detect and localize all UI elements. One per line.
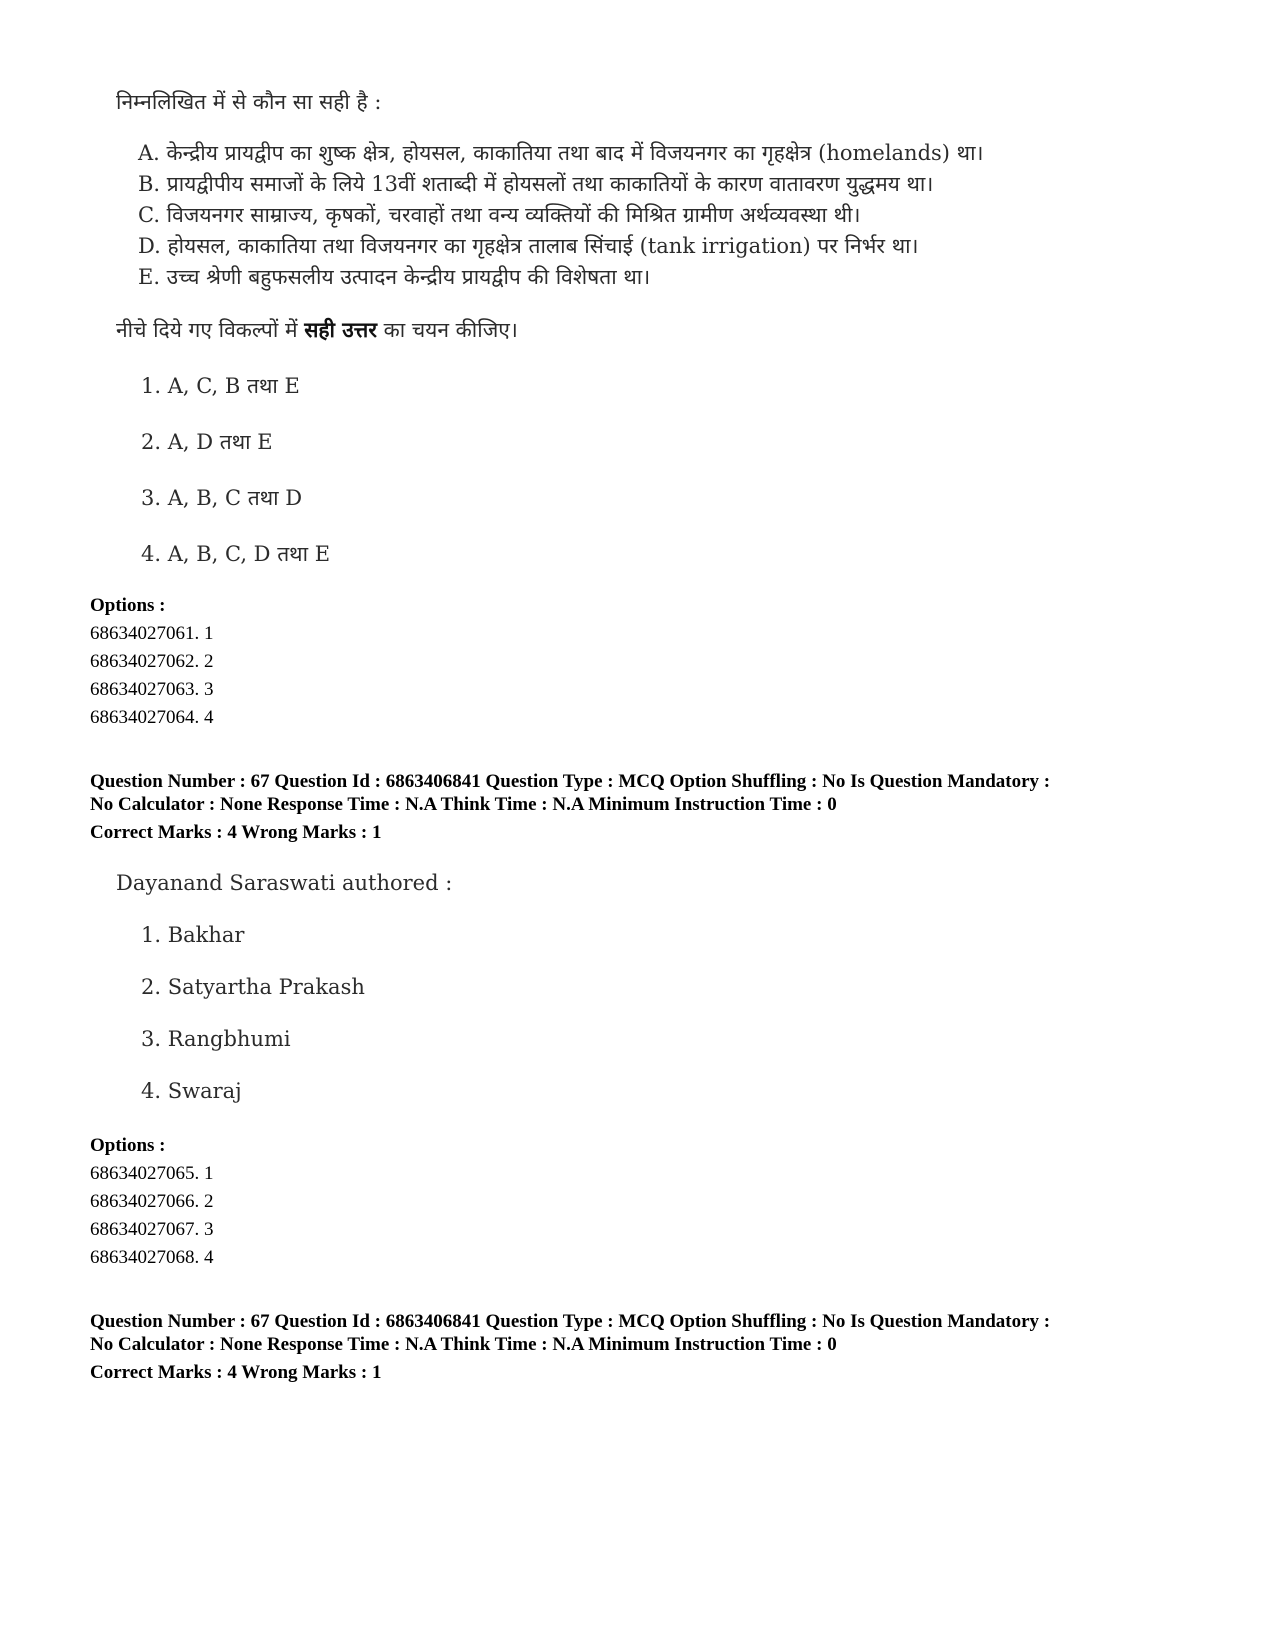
- q66-select-instruction: [116, 316, 518, 344]
- q67-repeat-meta-line-1: Question Number : 67 Question Id : 6863406841 Question Type : MCQ Option Shuffling : No Is Question Mandatory :: [90, 1311, 1051, 1332]
- q66-options-label: Options :: [90, 595, 166, 616]
- q66-choice-3: 3. A, B, C तथा D: [141, 486, 303, 510]
- q67-choice-4: 4. Swaraj: [141, 1079, 242, 1103]
- q67-question: Dayanand Saraswati authored :: [116, 871, 453, 895]
- q66-option-3: 68634027063. 3: [90, 679, 214, 700]
- q66-intro: निम्नलिखित में से कौन सा सही है :: [116, 90, 382, 114]
- q66-option-1: 68634027061. 1: [90, 623, 214, 644]
- q67-meta-line-1: Question Number : 67 Question Id : 6863406841 Question Type : MCQ Option Shuffling : No Is Question Mandatory :: [90, 771, 1051, 792]
- q66-statement-e: E. उच्च श्रेणी बहुफसलीय उत्पादन केन्द्रीय प्रायद्वीप की विशेषता था।: [138, 265, 651, 289]
- q67-choice-1: 1. Bakhar: [141, 923, 245, 947]
- q66-select-suffix: का चयन कीजिए।: [376, 318, 518, 342]
- q67-option-2: 68634027066. 2: [90, 1191, 214, 1212]
- q67-repeat-marks: Correct Marks : 4 Wrong Marks : 1: [90, 1362, 382, 1383]
- q67-option-3: 68634027067. 3: [90, 1219, 214, 1240]
- q66-choice-2: 2. A, D तथा E: [141, 430, 273, 454]
- q67-choice-2: 2. Satyartha Prakash: [141, 975, 365, 999]
- q67-option-1: 68634027065. 1: [90, 1163, 214, 1184]
- q66-choice-4: 4. A, B, C, D तथा E: [141, 542, 331, 566]
- q66-option-2: 68634027062. 2: [90, 651, 214, 672]
- q67-meta-line-2: No Calculator : None Response Time : N.A Think Time : N.A Minimum Instruction Time : 0: [90, 794, 837, 815]
- q67-options-label: Options :: [90, 1135, 166, 1156]
- q66-select-prefix: नीचे दिये गए विकल्पों में: [116, 318, 305, 342]
- q67-marks: Correct Marks : 4 Wrong Marks : 1: [90, 822, 382, 843]
- q67-repeat-meta-line-2: No Calculator : None Response Time : N.A Think Time : N.A Minimum Instruction Time : 0: [90, 1334, 837, 1355]
- q66-statement-a: A. केन्द्रीय प्रायद्वीप का शुष्क क्षेत्र, होयसल, काकातिया तथा बाद में विजयनगर का गृहक्षेत्र (homelands) था।: [138, 141, 984, 165]
- q66-option-4: 68634027064. 4: [90, 707, 214, 728]
- q67-option-4: 68634027068. 4: [90, 1247, 214, 1268]
- q66-choice-1: 1. A, C, B तथा E: [141, 374, 300, 398]
- q66-statement-d: D. होयसल, काकातिया तथा विजयनगर का गृहक्षेत्र तालाब सिंचाई (tank irrigation) पर निर्भर था।: [138, 234, 919, 258]
- q67-choice-3: 3. Rangbhumi: [141, 1027, 291, 1051]
- q66-statement-c: C. विजयनगर साम्राज्य, कृषकों, चरवाहों तथा वन्य व्यक्तियों की मिश्रित ग्रामीण अर्थव्यवस्था थी।: [138, 203, 861, 227]
- q66-select-bold: सही उत्तर: [304, 317, 377, 342]
- q66-statement-b: B. प्रायद्वीपीय समाजों के लिये 13वीं शताब्दी में होयसलों तथा काकातियों के कारण वातावरण युद्धमय था।: [138, 172, 934, 196]
